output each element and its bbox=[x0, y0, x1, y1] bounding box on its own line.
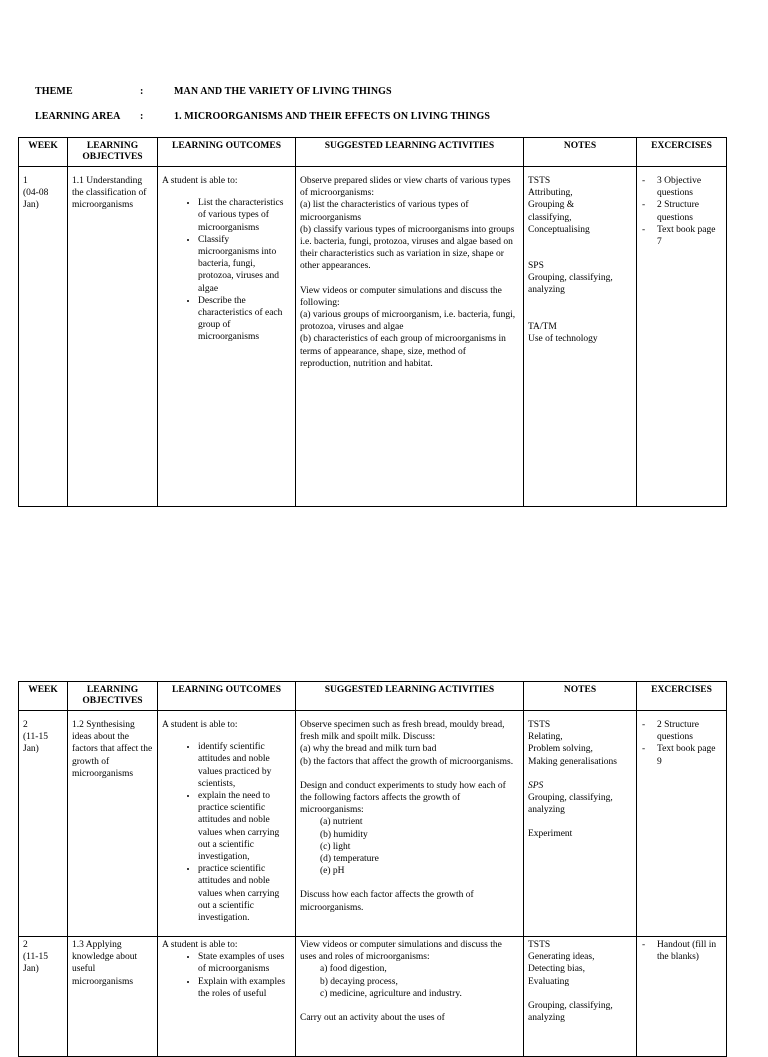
notes-line: Grouping, classifying, analyzing bbox=[528, 1000, 613, 1024]
factor-list bbox=[300, 816, 519, 877]
col-outcomes-header: LEARNING OUTCOMES bbox=[158, 682, 296, 711]
exercise-item: - Handout (fill in the blanks) bbox=[641, 939, 722, 963]
activity-text: View videos or computer simulations and discuss the uses and roles of microorganisms: bbox=[300, 940, 502, 963]
list-item: (a) nutrient bbox=[320, 817, 363, 828]
notes-line: Use of technology bbox=[528, 333, 598, 344]
exercise-item: - 3 Objective questions bbox=[641, 175, 722, 199]
activities-cell bbox=[296, 937, 524, 1057]
col-week-header: WEEK bbox=[19, 138, 68, 167]
col-activities-header: SUGGESTED LEARNING ACTIVITIES bbox=[296, 682, 524, 711]
week-dates: (11-15 Jan) bbox=[23, 952, 48, 975]
notes-line: Evaluating bbox=[528, 976, 570, 987]
theme-separator: : bbox=[140, 86, 144, 97]
activities-cell bbox=[296, 167, 524, 507]
notes-line: Conceptualising bbox=[528, 224, 590, 235]
list-item: • Classify microorganisms into bacteria, fungi, protozoa, viruses and algae bbox=[198, 234, 291, 295]
notes-line: Relating, bbox=[528, 732, 563, 743]
week-dates: (04-08 Jan) bbox=[23, 188, 49, 211]
list-item: • List the characteristics of various types of microorganisms bbox=[198, 197, 291, 234]
outcome-intro: A student is able to: bbox=[162, 176, 238, 186]
col-activities-header: SUGGESTED LEARNING ACTIVITIES bbox=[296, 138, 524, 167]
outcome-list bbox=[162, 197, 291, 343]
lesson-plan-table-2 bbox=[18, 681, 727, 1057]
activity-text: (a) list the characteristics of various types of microorganisms bbox=[300, 200, 469, 223]
notes-cell bbox=[524, 167, 637, 507]
exercises-cell bbox=[637, 711, 727, 937]
list-item: (b) humidity bbox=[320, 829, 368, 840]
list-item: • Describe the characteristics of each group of microorganisms bbox=[198, 295, 291, 344]
notes-line: Problem solving, bbox=[528, 744, 593, 755]
week-number: 2 bbox=[23, 940, 28, 950]
notes-line: Generating ideas, bbox=[528, 952, 595, 963]
col-exercises-header: EXCERCISES bbox=[637, 682, 727, 711]
activity-text: Carry out an activity about the uses of bbox=[300, 1013, 445, 1024]
activity-text: Discuss how each factor affects the growth of microorganisms. bbox=[300, 890, 474, 913]
outcome-intro: A student is able to: bbox=[162, 940, 238, 950]
activity-text: Observe specimen such as fresh bread, mouldy bread, fresh milk and spoilt milk. Discuss: bbox=[300, 720, 505, 743]
col-objectives-header: LEARNING OBJECTIVES bbox=[68, 682, 158, 711]
activity-text: (b) the factors that affect the growth of microorganisms. bbox=[300, 756, 514, 767]
list-item: • Explain with examples the roles of useful bbox=[198, 976, 291, 1000]
table-row bbox=[19, 937, 727, 1057]
notes-tsts-title: TSTS bbox=[528, 720, 551, 730]
col-objectives-header: LEARNING OBJECTIVES bbox=[68, 138, 158, 167]
outcome-list bbox=[162, 741, 291, 924]
notes-tatm-title: TA/TM bbox=[528, 321, 557, 332]
notes-line: Grouping, classifying, analyzing bbox=[528, 793, 613, 816]
activities-cell bbox=[296, 711, 524, 937]
learning-area-line bbox=[35, 111, 490, 123]
list-item: • State examples of uses of microorganisms bbox=[198, 951, 291, 975]
notes-line: Attributing, bbox=[528, 188, 573, 199]
objective-cell: 1.2 Synthesising ideas about the factors that affect the growth of microorganisms bbox=[68, 711, 158, 937]
theme-value: MAN AND THE VARIETY OF LIVING THINGS bbox=[174, 86, 392, 97]
outcome-intro: A student is able to: bbox=[162, 720, 238, 730]
table-header-row bbox=[19, 682, 727, 711]
notes-cell bbox=[524, 937, 637, 1057]
list-item: (e) pH bbox=[320, 866, 345, 877]
theme-label: THEME bbox=[35, 86, 73, 97]
col-notes-header: NOTES bbox=[524, 138, 637, 167]
list-item: b) decaying process, bbox=[320, 976, 398, 987]
notes-line: Detecting bias, bbox=[528, 964, 585, 975]
learning-area-value: 1. MICROORGANISMS AND THEIR EFFECTS ON LIVING THINGS bbox=[174, 111, 490, 122]
week-number: 2 bbox=[23, 720, 28, 730]
notes-sps-title: SPS bbox=[528, 780, 544, 791]
notes-tsts-title: TSTS bbox=[528, 176, 551, 186]
outcome-list bbox=[162, 951, 291, 1000]
activity-text: (b) characteristics of each group of microorganisms in terms of appearance, shape, size, method of reproduction, nutrition and habitat. bbox=[300, 334, 506, 369]
outcomes-cell bbox=[158, 167, 296, 507]
exercise-item: - Text book page 9 bbox=[641, 743, 722, 767]
list-item: (c) light bbox=[320, 841, 351, 852]
col-outcomes-header: LEARNING OUTCOMES bbox=[158, 138, 296, 167]
week-dates: (11-15 Jan) bbox=[23, 732, 48, 755]
outcomes-cell bbox=[158, 711, 296, 937]
notes-line: Making generalisations bbox=[528, 756, 617, 767]
notes-cell bbox=[524, 711, 637, 937]
list-item: (d) temperature bbox=[320, 854, 379, 865]
activity-text: (b) classify various types of microorganisms into groups i.e. bacteria, fungi, protozoa, viruses and algae based on their characteristics such as variation in size, shape or other appearances. bbox=[300, 224, 515, 272]
col-exercises-header: EXCERCISES bbox=[637, 138, 727, 167]
notes-line: Grouping, classifying, analyzing bbox=[528, 273, 613, 296]
learning-area-label: LEARNING AREA bbox=[35, 111, 121, 122]
list-item: c) medicine, agriculture and industry. bbox=[320, 988, 462, 999]
notes-line: Experiment bbox=[528, 829, 573, 840]
notes-line: Grouping & bbox=[528, 200, 575, 211]
activity-text: View videos or computer simulations and discuss the following: bbox=[300, 285, 502, 308]
col-notes-header: NOTES bbox=[524, 682, 637, 711]
exercise-item: - 2 Structure questions bbox=[641, 199, 722, 223]
notes-sps-title: SPS bbox=[528, 261, 544, 272]
list-item: • practice scientific attitudes and noble values when carrying out a scientific investigation. bbox=[198, 863, 291, 924]
week-cell bbox=[19, 167, 68, 507]
objective-cell: 1.3 Applying knowledge about useful microorganisms bbox=[68, 937, 158, 1057]
table-header-row bbox=[19, 138, 727, 167]
exercise-item: - 2 Structure questions bbox=[641, 719, 722, 743]
exercises-cell bbox=[637, 937, 727, 1057]
uses-list bbox=[300, 963, 519, 1000]
activity-text: Design and conduct experiments to study how each of the following factors affects the growth of microorganisms: bbox=[300, 780, 506, 816]
activity-text: (a) why the bread and milk turn bad bbox=[300, 744, 437, 755]
list-item: a) food digestion, bbox=[320, 964, 387, 975]
activity-text: (a) various groups of microorganism, i.e. bacteria, fungi, protozoa, viruses and algae bbox=[300, 310, 516, 333]
objective-cell: 1.1 Understanding the classification of microorganisms bbox=[68, 167, 158, 507]
table-row bbox=[19, 167, 727, 507]
week-cell bbox=[19, 711, 68, 937]
list-item: • explain the need to practice scientific attitudes and noble values when carrying out a scientific investigation, bbox=[198, 790, 291, 863]
exercises-cell bbox=[637, 167, 727, 507]
outcomes-cell bbox=[158, 937, 296, 1057]
notes-tsts-title: TSTS bbox=[528, 940, 551, 950]
notes-line: classifying, bbox=[528, 212, 572, 223]
week-cell bbox=[19, 937, 68, 1057]
table-row bbox=[19, 711, 727, 937]
learning-area-separator: : bbox=[140, 111, 144, 122]
col-week-header: WEEK bbox=[19, 682, 68, 711]
list-item: • identify scientific attitudes and noble values practiced by scientists, bbox=[198, 741, 291, 790]
theme-line bbox=[35, 86, 392, 98]
week-number: 1 bbox=[23, 176, 28, 186]
activity-text: Observe prepared slides or view charts of various types of microorganisms: bbox=[300, 176, 511, 199]
exercise-item: - Text book page 7 bbox=[641, 224, 722, 248]
lesson-plan-table-1 bbox=[18, 137, 727, 507]
